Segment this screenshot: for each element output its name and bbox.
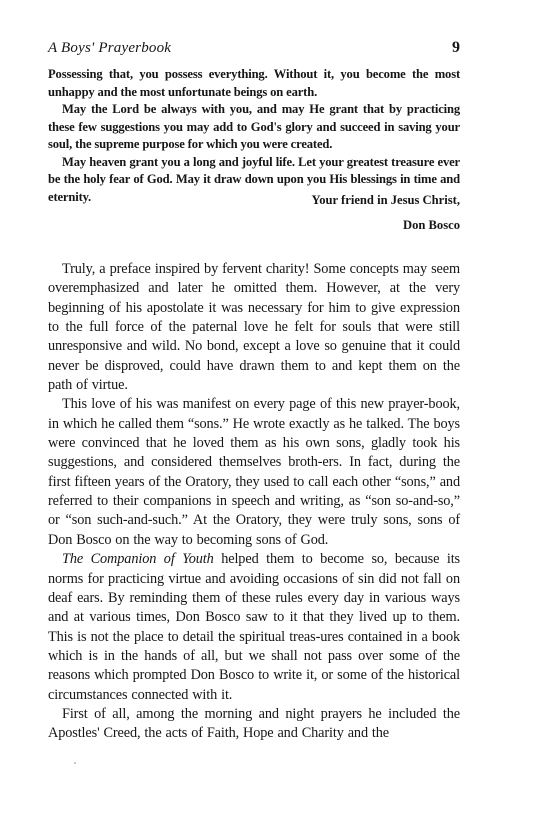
preface-closing: Your friend in Jesus Christ, bbox=[311, 193, 460, 207]
main-text bbox=[48, 260, 460, 744]
book-title: The Companion of Youth bbox=[62, 551, 214, 568]
running-title: A Boys' Prayerbook bbox=[48, 40, 172, 56]
preface-paragraph-1: Possessing that, you possess everything. Without it, you become the most unhappy and the most unfortunate beings on earth. bbox=[48, 67, 460, 99]
preface-excerpt bbox=[48, 66, 460, 206]
preface-signature: Don Bosco bbox=[402, 218, 460, 232]
paper-speck bbox=[74, 762, 76, 764]
preface-paragraph-2: May the Lord be always with you, and may He grant that by practicing these few suggestions you may add to God's glory and succeed in saving your soul, the supreme purpose for which you were created. bbox=[48, 102, 460, 151]
body-paragraph-1: Truly, a preface inspired by fervent charity! Some concepts may seem overemphasized and later he omitted them. However, at the very beginning of his apostolate it was necessary for him to give expression to the full force of the paternal love he felt for souls that were still unresponsive and wild. No bond, except a love so genuine that it could never be disproved, could have drawn them to and kept them on the path of virtue. bbox=[48, 261, 460, 394]
preface-paragraph-3: May heaven grant you a long and joyful life. Let your greatest treasure ever be the holy fear of God. May it draw down upon you His blessings in time and eternity. bbox=[48, 154, 460, 204]
body-paragraph-3 bbox=[48, 550, 460, 705]
body-paragraph-3-text: helped them to become so, because its norms for practicing virtue and avoiding occasions of sin did not fall on deaf ears. By reminding them of these rules every day in various ways and at various times, Don Bosco saw to it that they lived up to them. This is not the place to detail the spiritual treas-ures contained in a book which is in the hands of all, but we shall not pass over some of the reasons which prompted Don Bosco to write it, or some of the historical circumstances connected with it. bbox=[48, 551, 460, 703]
body-paragraph-2: This love of his was manifest on every page of this new prayer-book, in which he called them “sons.” He wrote exactly as he talked. The boys were convinced that he loved them as his own sons, gladly took his suggestions, and considered themselves broth-ers. In fact, during the first fifteen years of the Oratory, they used to call each other “sons,” and referred to their companions in speech and writing, as “son so-and-so,” or “son such-and-such.” At the Oratory, they were truly sons, sons of Don Bosco on the way to becoming sons of God. bbox=[48, 396, 460, 548]
running-head bbox=[48, 40, 460, 60]
page-number: 9 bbox=[452, 39, 460, 56]
body-paragraph-4: First of all, among the morning and night prayers he included the Apostles' Creed, the acts of Faith, Hope and Charity and the bbox=[48, 705, 460, 742]
